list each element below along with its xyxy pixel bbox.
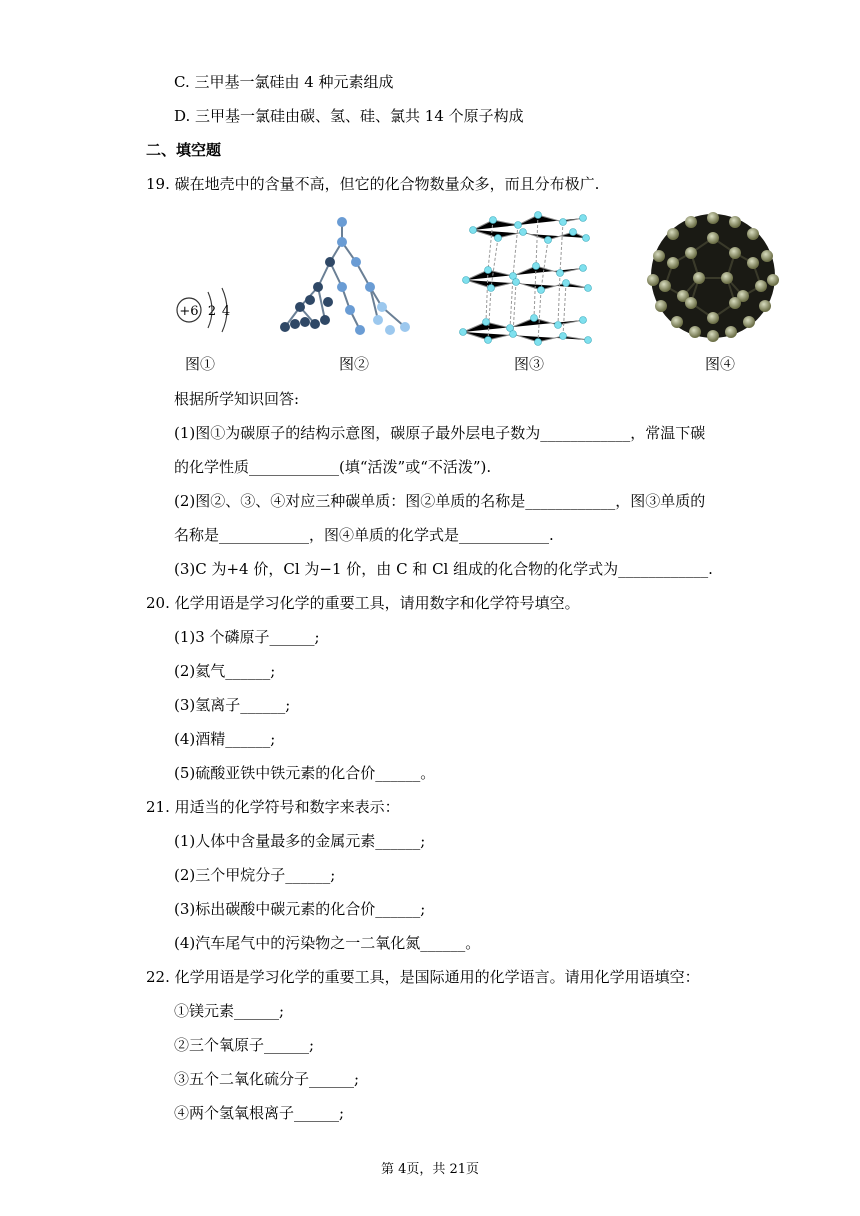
- q19-stem: 19. 碳在地壳中的含量不高，但它的化合物数量众多，而且分布极广.: [146, 175, 600, 193]
- q21-stem: 21. 用适当的化学符号和数字来表示：: [146, 798, 400, 816]
- carbon-atom-diagram: [172, 280, 242, 340]
- q20-item-4: (4)酒精______;: [174, 730, 276, 748]
- option-d: D. 三甲基一氯硅由碳、氢、硅、氯共 14 个原子构成: [174, 107, 524, 125]
- q19-part1-line2: 的化学性质____________(填“活泼”或“不活泼”).: [174, 458, 492, 476]
- figure-label-2: 图②: [339, 355, 370, 373]
- q22-item-3: ③五个二氧化硫分子______;: [174, 1070, 360, 1088]
- figure-label-4: 图④: [705, 355, 736, 373]
- q20-item-1: (1)3 个磷原子______;: [174, 628, 320, 646]
- q21-item-3: (3)标出碳酸中碳元素的化合价______;: [174, 900, 426, 918]
- shell2-count: 4: [221, 304, 231, 319]
- option-c: C. 三甲基一氯硅由 4 种元素组成: [174, 73, 394, 91]
- q20-item-2: (2)氦气______;: [174, 662, 276, 680]
- q19-part2-line2: 名称是____________，图④单质的化学式是____________.: [174, 526, 554, 544]
- q20-item-5: (5)硫酸亚铁中铁元素的化合价______。: [174, 764, 436, 782]
- diamond-structure-image: [270, 212, 420, 342]
- q21-item-2: (2)三个甲烷分子______;: [174, 866, 336, 884]
- q22-stem: 22. 化学用语是学习化学的重要工具，是国际通用的化学语言。请用化学用语填空：: [146, 968, 700, 986]
- graphite-structure-image: [458, 210, 598, 350]
- shell1-count: 2: [207, 304, 217, 319]
- q19-part2-line1: (2)图②、③、④对应三种碳单质：图②单质的名称是____________，图③单质的: [174, 492, 706, 510]
- q22-item-1: ①镁元素______;: [174, 1002, 285, 1020]
- q20-stem: 20. 化学用语是学习化学的重要工具，请用数字和化学符号填空。: [146, 594, 580, 612]
- q22-item-2: ②三个氧原子______;: [174, 1036, 315, 1054]
- section-title: 二、填空题: [146, 141, 222, 159]
- c60-fullerene-image: [643, 208, 783, 344]
- q21-item-4: (4)汽车尾气中的污染物之一二氧化氮______。: [174, 934, 481, 952]
- q19-part1-line1: (1)图①为碳原子的结构示意图，碳原子最外层电子数为____________，常温下碳: [174, 424, 706, 442]
- q22-item-4: ④两个氢氧根离子______;: [174, 1104, 345, 1122]
- q19-intro: 根据所学知识回答:: [174, 390, 300, 408]
- q21-item-1: (1)人体中含量最多的金属元素______;: [174, 832, 426, 850]
- q19-part3: (3)C 为+4 价，Cl 为−1 价，由 C 和 Cl 组成的化合物的化学式为____________.: [174, 560, 713, 578]
- nucleus-charge: +6: [179, 304, 199, 319]
- figure-label-3: 图③: [514, 355, 545, 373]
- q20-item-3: (3)氢离子______;: [174, 696, 291, 714]
- figure-label-1: 图①: [185, 355, 216, 373]
- page-footer: 第 4页，共 21页: [380, 1162, 480, 1177]
